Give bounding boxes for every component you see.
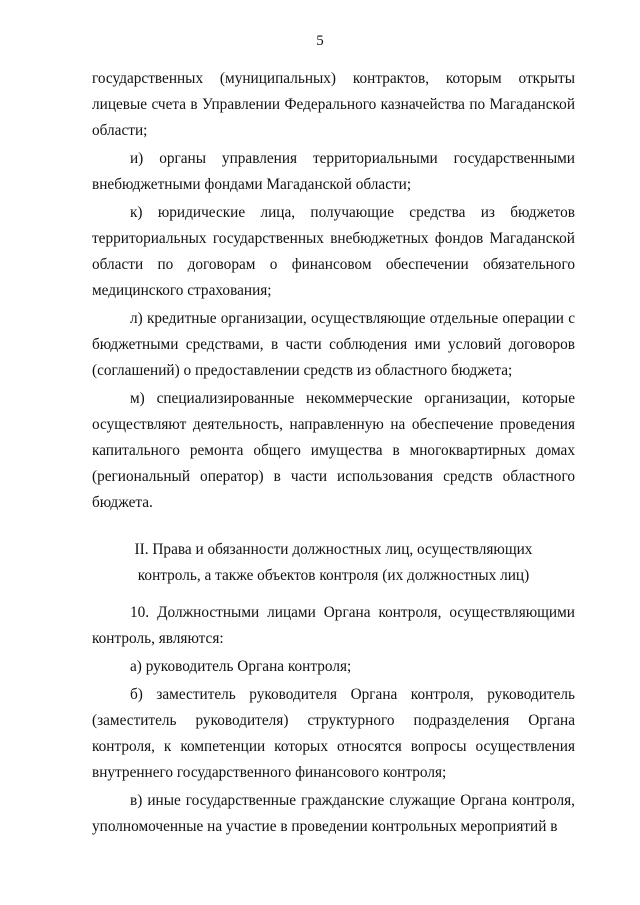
paragraph-item-l: л) кредитные организации, осуществляющие отдельные операции с бюджетными средствами, в части соблюдения ими условий договоров (соглашений) о предоставлении средств из областного бюджета;	[92, 310, 575, 379]
paragraph-item-b: б) заместитель руководителя Органа контроля, руководитель (заместитель руководителя) структурного подразделения Органа контроля, к компетенции которых относятся вопросы осуществления внутреннего государственного финансового контроля;	[92, 686, 575, 781]
section-heading-line-1: II. Права и обязанности должностных лиц, осуществляющих	[134, 541, 533, 558]
section-heading-line-2: контроль, а также объектов контроля (их должностных лиц)	[137, 567, 530, 584]
paragraph-item-m: м) специализированные некоммерческие организации, которые осуществляют деятельность, направленную на обеспечение проведения капитального ремонта общего имущества в многоквартирных домах (региональный оператор) в части использования средств областного бюджета.	[92, 390, 575, 511]
page-number: 5	[316, 33, 324, 49]
paragraph-item-10: 10. Должностными лицами Органа контроля, осуществляющими контроль, являются:	[92, 604, 575, 647]
paragraph-continuation: государственных (муниципальных) контрактов, которым открыты лицевые счета в Управлении Федерального казначейства по Магаданской области;	[92, 70, 575, 139]
officials-block	[92, 600, 575, 840]
paragraph-item-i: и) органы управления территориальными государственными внебюджетными фондами Магаданской области;	[92, 150, 575, 193]
paragraph-item-a: а) руководитель Органа контроля;	[130, 658, 352, 675]
list-items-block	[92, 66, 575, 516]
paragraph-item-k: к) юридические лица, получающие средства из бюджетов территориальных государственных внебюджетных фондов Магаданской области по договорам о финансовом обеспечении обязательного медицинского страхования;	[92, 204, 575, 299]
paragraph-item-v: в) иные государственные гражданские служащие Органа контроля, уполномоченные на участие в проведении контрольных мероприятий в	[92, 792, 575, 835]
section-heading	[92, 537, 575, 589]
